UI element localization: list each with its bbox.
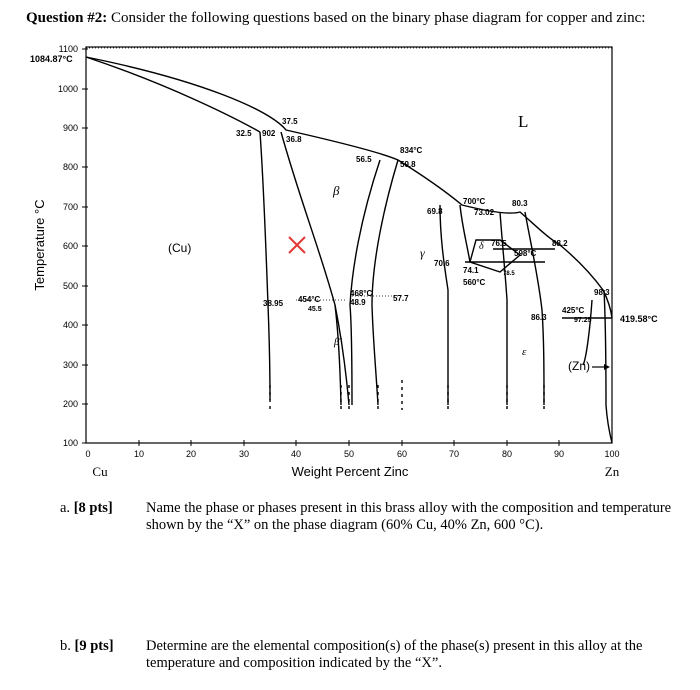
liquid-label: L (518, 112, 529, 131)
y-tick-label: 100 (62, 438, 78, 448)
point-label: 74.1 (463, 266, 479, 275)
point-label: 454°C (298, 295, 321, 304)
cu-phase-label: (Cu) (168, 241, 192, 255)
x-tick-label: 20 (185, 449, 197, 459)
point-label: 468°C (350, 289, 373, 298)
part-b-number (60, 638, 144, 655)
point-label: 37.5 (282, 117, 298, 126)
y-tick-label: 1000 (57, 84, 78, 94)
y-tick-label: 300 (62, 360, 78, 370)
question-part-b (60, 638, 680, 672)
point-label: 80.3 (512, 199, 528, 208)
cu-solvus-curve (260, 132, 270, 400)
point-label: 45.5 (308, 306, 322, 313)
gamma-left-boundary (372, 160, 398, 405)
point-label: 86.3 (531, 313, 547, 322)
gamma-right-boundary (440, 205, 448, 405)
part-b-points: [9 pts] (74, 638, 114, 654)
y-tick-label: 200 (62, 399, 78, 409)
part-a-text: Name the phase or phases present in this brass alloy with the composition and temperature shown by the “X” on the phase diagram (60% Cu, 40% Zn, 600 °C). (146, 500, 672, 533)
x-tick-label: 60 (396, 449, 408, 459)
x-tick-label: 0 (85, 449, 91, 459)
beta-prime-label: β' (334, 336, 342, 348)
epsilon-label: ε (522, 346, 527, 358)
y-tick-label: 800 (62, 162, 78, 172)
point-label: 76.5 (491, 239, 507, 248)
point-label: 59.8 (400, 160, 416, 169)
point-label: 700°C (463, 197, 486, 206)
point-label: 57.7 (393, 294, 409, 303)
point-label: 598°C (514, 249, 537, 258)
point-label: 98.3 (594, 288, 610, 297)
point-label: 56.5 (356, 155, 372, 164)
zn-melting-label: 419.58°C (620, 314, 658, 324)
dashed-extensions (270, 380, 544, 410)
cu-melting-label: 1084.87°C (30, 54, 73, 64)
y-tick-label: 1100 (58, 44, 78, 54)
part-b-id: b. (60, 638, 71, 654)
part-a-id: a. (60, 500, 71, 516)
point-label: 425°C (562, 306, 585, 315)
epsilon-right-boundary (525, 212, 544, 405)
question-part-a (60, 500, 680, 534)
x-tick-label: 80 (501, 449, 513, 459)
y-tick-label: 900 (62, 123, 78, 133)
question-text: Consider the following questions based on the binary phase diagram for copper and zinc: (111, 10, 646, 26)
zn-arrow-head (604, 364, 610, 370)
delta-label: δ (479, 241, 484, 252)
zn-phase-label: (Zn) (568, 359, 590, 373)
gamma-label: γ (420, 246, 425, 260)
point-label: 834°C (400, 146, 423, 155)
x-tick-label: 70 (448, 449, 460, 459)
point-labels (236, 117, 610, 324)
right-element-label: Zn (604, 464, 620, 479)
cu-solidus-curve (86, 57, 260, 132)
y-tick-label: 500 (62, 281, 78, 291)
zn-solvus-inner (583, 300, 592, 365)
x-tick-label: 10 (133, 449, 145, 459)
point-label: 560°C (463, 278, 486, 287)
y-axis (58, 44, 88, 448)
point-label: 78.5 (503, 271, 515, 277)
point-label: 38.95 (263, 299, 284, 308)
x-tick-label: 90 (553, 449, 565, 459)
part-a-number (60, 500, 144, 517)
beta-left-boundary (281, 132, 341, 405)
beta-label: β (333, 183, 340, 198)
point-label: 902 (262, 129, 276, 138)
phase-labels (168, 112, 590, 373)
x-tick-label: 50 (343, 449, 355, 459)
y-tick-label: 700 (62, 202, 78, 212)
point-label: 32.5 (236, 129, 252, 138)
question-heading: Question #2: (26, 10, 108, 26)
x-axis-title: Weight Percent Zinc (291, 464, 409, 479)
part-a-points: [8 pts] (73, 500, 113, 516)
plot-frame (86, 47, 612, 443)
point-label: 97.25 (574, 317, 592, 324)
x-marker (289, 237, 305, 253)
x-tick-label: 100 (604, 449, 620, 459)
point-label: 69.8 (427, 207, 443, 216)
x-tick-label: 30 (238, 449, 250, 459)
y-tick-label: 600 (62, 241, 78, 251)
gamma-delta-boundary (460, 205, 470, 262)
part-b-text: Determine are the elemental composition(s) of the phase(s) present in this alloy at the temperature and composition indicated by the “X”. (146, 638, 643, 671)
y-axis-title: Temperature °C (32, 199, 47, 291)
point-label: 48.9 (350, 298, 366, 307)
liquidus-curve (86, 57, 612, 318)
point-label: 73.02 (474, 208, 495, 217)
point-label: 70.6 (434, 259, 450, 268)
y-tick-label: 400 (62, 320, 78, 330)
point-label: 36.8 (286, 135, 302, 144)
x-tick-label: 40 (290, 449, 302, 459)
left-element-label: Cu (92, 464, 108, 479)
point-label: 88.2 (552, 239, 568, 248)
